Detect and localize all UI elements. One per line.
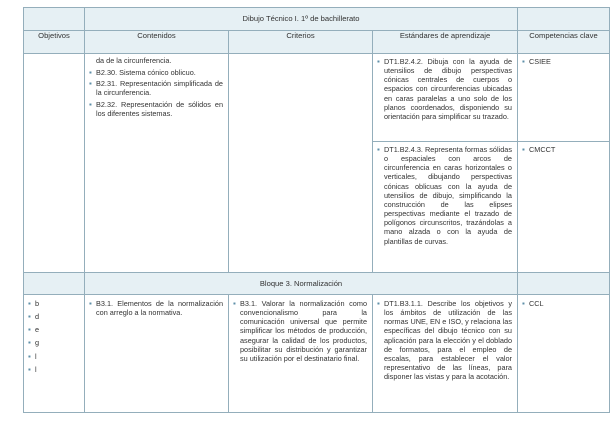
estandar-cell <box>373 54 518 142</box>
list-item: ▪ DT1.B2.4.3. Representa formas sólidas o espaciales con arcos de circunferencia en caras horizontales o verticales, dibujando perspectivas cónicas oblicuas con la ayuda de utensilios de dibujo, simplificando la construcción de las elipses perspectivas mediante el trazado de polígonos circunscritos, trazándolas a mano alzada o con la ayuda de plantillas de curvas. <box>377 145 512 246</box>
list-item: ▪ DT1.B3.1.1. Describe los objetivos y los ámbitos de utilización de las normas UNE, EN e ISO, y relaciona las específicas del dibujo técnico con su aplicación para la elección y el doblado de formatos, para el empleo de escalas, para establecer el valor representativo de las líneas, para disponer las vistas y para la acotación. <box>377 299 512 382</box>
list-item: ▪ DT1.B2.4.2. Dibuja con la ayuda de utensilios de dibujo perspectivas cónicas centrales de cuerpos o espacios con circunferencias ubicadas en caras paralelas a uno solo de los planos coordenados, disponiendo su orientación para simplificar su trazado. <box>377 57 512 121</box>
block-spacer-cell <box>518 273 610 295</box>
contenidos-cell-upper <box>85 54 229 273</box>
estandar-cell-lower <box>373 295 518 413</box>
bullet-icon: ▪ <box>522 299 525 308</box>
bullet-icon: ▪ <box>89 68 92 78</box>
list-item: ▪ b <box>28 299 40 308</box>
list-item: ▪ CCL <box>522 299 544 308</box>
header-estandares: Estándares de aprendizaje <box>373 31 518 54</box>
list-item: ▪ l <box>28 351 37 361</box>
criterios-cell-upper <box>229 54 373 273</box>
header-contenidos: Contenidos <box>85 31 229 54</box>
objetivos-cell-lower <box>24 295 85 413</box>
list-item: ▪ CMCCT <box>522 145 556 154</box>
header-objetivos: Objetivos <box>24 31 85 54</box>
list-item: ▪ g <box>28 338 40 348</box>
title-spacer-cell <box>24 8 85 31</box>
criterio-cell-lower <box>229 295 373 413</box>
estandar-cell <box>373 142 518 273</box>
bullet-icon: ▪ <box>522 145 525 154</box>
bullet-icon: ▪ <box>28 338 31 348</box>
bullet-icon: ▪ <box>28 312 31 322</box>
list-item: ▪ B2.30. Sistema cónico oblicuo. <box>89 68 196 78</box>
curriculum-table <box>23 7 610 413</box>
list-item: ▪ l <box>28 364 37 374</box>
bullet-icon: ▪ <box>28 351 31 361</box>
bullet-icon: ▪ <box>377 299 380 308</box>
list-item: ▪ B3.1. Elementos de la normalización con arreglo a la normativa. <box>89 299 223 318</box>
bullet-icon: ▪ <box>522 57 525 66</box>
list-item: ▪ B2.32. Representación de sólidos en los diferentes sistemas. <box>89 99 223 118</box>
competencia-cell <box>518 142 610 273</box>
list-item: ▪ d <box>28 312 40 322</box>
title-spacer-cell <box>518 8 610 31</box>
bullet-icon: ▪ <box>377 145 380 154</box>
list-item: ▪ CSIEE <box>522 57 551 66</box>
bullet-icon: ▪ <box>89 299 92 308</box>
objetivos-cell-upper <box>24 54 85 273</box>
contenido-cell-lower <box>85 295 229 413</box>
bullet-icon: ▪ <box>377 57 380 66</box>
competencia-cell <box>518 54 610 142</box>
list-item: ▪ e <box>28 325 40 335</box>
bullet-icon: ▪ <box>89 79 92 89</box>
header-criterios: Criterios <box>229 31 373 54</box>
list-item: ▪ B3.1. Valorar la normalización como convencionalismo para la comunicación universal que permite simplificar los métodos de producción, asegurar la calidad de los productos, posibilitar su distribución y garantizar su utilización por el destinatario final. <box>233 299 367 363</box>
bullet-icon: ▪ <box>28 299 31 308</box>
table-title: Dibujo Técnico I. 1º de bachillerato <box>85 8 518 31</box>
list-item: ▪ B2.31. Representación simplificada de la circunferencia. <box>89 79 223 98</box>
contenido-continuation: da de la circunferencia. <box>96 56 172 65</box>
bullet-icon: ▪ <box>233 299 236 308</box>
block-spacer-cell <box>24 273 85 295</box>
bullet-icon: ▪ <box>28 364 31 374</box>
block-title: Bloque 3. Normalización <box>85 273 518 295</box>
header-competencias: Competencias clave <box>518 31 610 54</box>
bullet-icon: ▪ <box>28 325 31 335</box>
competencia-cell-lower <box>518 295 610 413</box>
bullet-icon: ▪ <box>89 99 92 109</box>
